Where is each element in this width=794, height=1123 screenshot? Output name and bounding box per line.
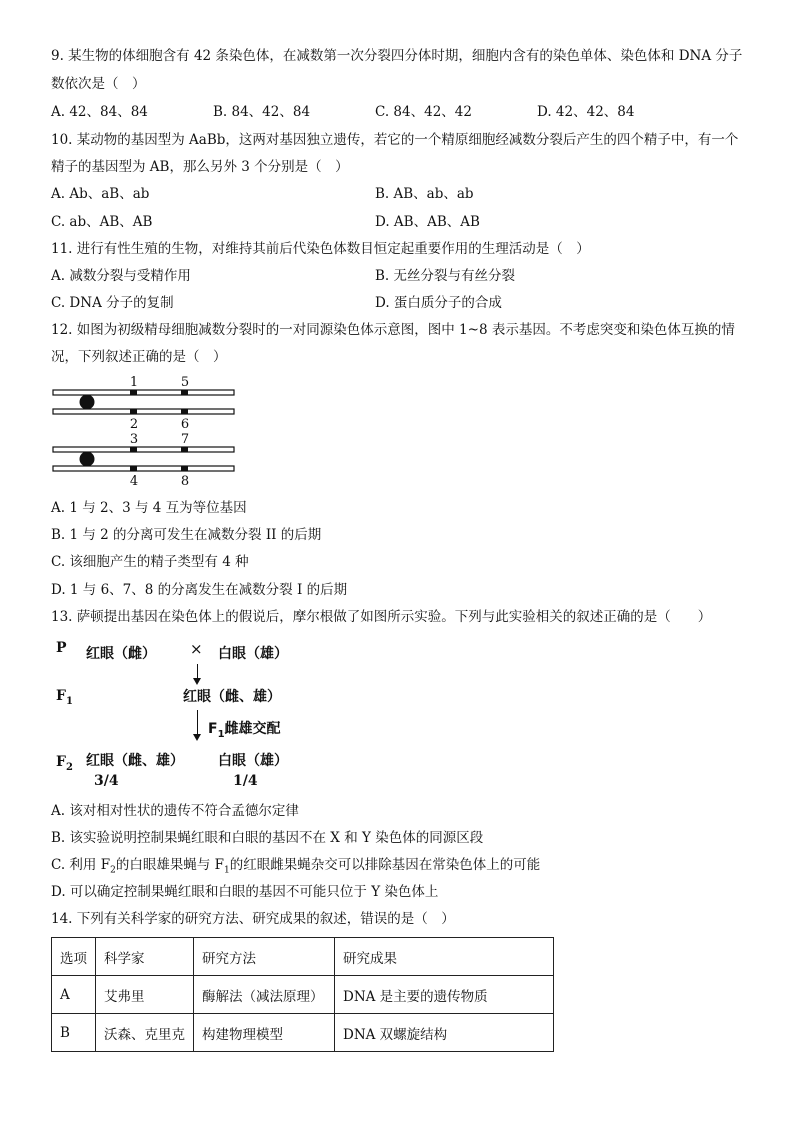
q12-option-c[interactable]: C. 该细胞产生的精子类型有 4 种 xyxy=(51,554,249,570)
centromere-upper xyxy=(80,395,95,410)
q9-option-d[interactable]: D. 42、42、84 xyxy=(537,104,635,120)
cross-symbol: × xyxy=(190,640,203,658)
gene-marker-5 xyxy=(181,390,188,395)
arrow-f1-to-f2 xyxy=(197,710,198,736)
chromatid-3 xyxy=(53,447,234,452)
q14-stem: 14. 下列有关科学家的研究方法、研究成果的叙述，错误的是（ ） xyxy=(51,911,455,927)
q12-option-a[interactable]: A. 1 与 2、3 与 4 互为等位基因 xyxy=(51,500,247,516)
gene-label-8: 8 xyxy=(180,474,190,489)
homologous-chromosome-figure xyxy=(50,372,240,490)
q11-option-a[interactable]: A. 减数分裂与受精作用 xyxy=(51,268,191,284)
chromatid-1 xyxy=(53,390,234,395)
q10-option-d[interactable]: D. AB、AB、AB xyxy=(375,214,480,230)
q9-option-a[interactable]: A. 42、84、84 xyxy=(51,104,148,120)
q10-option-b[interactable]: B. AB、ab、ab xyxy=(375,186,474,202)
header-option: 选项 xyxy=(52,938,96,976)
centromere-lower xyxy=(80,452,95,467)
q12-option-d[interactable]: D. 1 与 6、7、8 的分离发生在减数分裂 I 的后期 xyxy=(51,582,348,598)
f2-white-ratio: 1/4 xyxy=(233,773,258,789)
table-row xyxy=(52,1014,554,1052)
chromatid-4 xyxy=(53,466,234,471)
q10-option-c[interactable]: C. ab、AB、AB xyxy=(51,214,153,230)
cell-option: A xyxy=(52,976,96,1014)
q13-option-b[interactable]: B. 该实验说明控制果蝇红眼和白眼的基因不在 X 和 Y 染色体的同源区段 xyxy=(51,830,484,846)
gene-label-2: 2 xyxy=(129,417,139,432)
gene-marker-4 xyxy=(130,466,137,471)
q10-option-a[interactable]: A. Ab、aB、ab xyxy=(51,186,150,202)
f1-red-eye: 红眼（雌、雄） xyxy=(183,689,281,705)
p-white-eye-male: 白眼（雄） xyxy=(218,646,288,662)
cell-method: 酶解法（减法原理） xyxy=(194,976,335,1014)
gene-marker-6 xyxy=(181,409,188,414)
header-method: 研究方法 xyxy=(194,938,335,976)
generation-f2: $F_2$ xyxy=(56,754,73,773)
generation-p: P xyxy=(56,640,67,656)
p-red-eye-female: 红眼（雌） xyxy=(86,646,156,662)
q13-option-d[interactable]: D. 可以确定控制果蝇红眼和白眼的基因不可能只位于 Y 染色体上 xyxy=(51,884,439,900)
generation-f1: $F_1$ xyxy=(56,688,73,707)
f1-mating-label: $F_1$雌雄交配 xyxy=(208,721,281,740)
q9-stem-line1: 9. 某生物的体细胞含有 42 条染色体，在减数第一次分裂四分体时期，细胞内含有的染色单体、染色体和 DNA 分子 xyxy=(51,48,743,64)
cell-result: DNA 双螺旋结构 xyxy=(335,1014,554,1052)
f2-red-eye: 红眼（雌、雄） xyxy=(86,753,184,769)
q10-stem-line1: 10. 某动物的基因型为 AaBb，这两对基因独立遗传，若它的一个精原细胞经减数分裂后产生的四个精子中，有一个 xyxy=(51,132,739,148)
q11-stem: 11. 进行有性生殖的生物，对维持其前后代染色体数目恒定起重要作用的生理活动是（ ） xyxy=(51,241,590,257)
q11-option-b[interactable]: B. 无丝分裂与有丝分裂 xyxy=(375,268,516,284)
f2-red-ratio: 3/4 xyxy=(94,773,119,789)
cell-scientist: 沃森、克里克 xyxy=(96,1014,194,1052)
q13-stem: 13. 萨顿提出基因在染色体上的假说后，摩尔根做了如图所示实验。下列与此实验相关的叙述正确的是（ ） xyxy=(51,609,712,625)
cell-scientist: 艾弗里 xyxy=(96,976,194,1014)
gene-marker-1 xyxy=(130,390,137,395)
gene-label-6: 6 xyxy=(180,417,190,432)
q12-stem-line2: 况，下列叙述正确的是（ ） xyxy=(51,349,227,365)
cross-diagram xyxy=(50,636,370,796)
arrow-f1-to-f2-head xyxy=(193,734,201,741)
q9-option-b[interactable]: B. 84、42、84 xyxy=(213,104,311,120)
q14-table xyxy=(51,937,554,1052)
q12-option-b[interactable]: B. 1 与 2 的分离可发生在减数分裂 II 的后期 xyxy=(51,527,322,543)
f2-white-eye: 白眼（雄） xyxy=(218,753,288,769)
q9-option-c[interactable]: C. 84、42、42 xyxy=(375,104,472,120)
header-result: 研究成果 xyxy=(335,938,554,976)
gene-marker-2 xyxy=(130,409,137,414)
cell-option: B xyxy=(52,1014,96,1052)
gene-marker-3 xyxy=(130,447,137,452)
gene-label-3: 3 xyxy=(129,432,139,447)
cell-method: 构建物理模型 xyxy=(194,1014,335,1052)
table-row xyxy=(52,976,554,1014)
header-scientist: 科学家 xyxy=(96,938,194,976)
q11-option-d[interactable]: D. 蛋白质分子的合成 xyxy=(375,295,502,311)
q10-stem-line2: 精子的基因型为 AB，那么另外 3 个分别是（ ） xyxy=(51,159,349,175)
gene-label-1: 1 xyxy=(129,375,139,390)
arrow-p-to-f1-head xyxy=(193,678,201,685)
q11-option-c[interactable]: C. DNA 分子的复制 xyxy=(51,295,174,311)
chromatid-2 xyxy=(53,409,234,414)
gene-marker-8 xyxy=(181,466,188,471)
q13-option-a[interactable]: A. 该对相对性状的遗传不符合孟德尔定律 xyxy=(51,803,299,819)
q12-stem-line1: 12. 如图为初级精母细胞减数分裂时的一对同源染色体示意图，图中 1~8 表示基因。不考虑突变和染色体互换的情 xyxy=(51,322,735,338)
gene-label-4: 4 xyxy=(129,474,139,489)
gene-marker-7 xyxy=(181,447,188,452)
gene-label-5: 5 xyxy=(180,375,190,390)
table-header-row xyxy=(52,938,554,976)
q13-option-c[interactable]: C. 利用 $F_2$的白眼雄果蝇与 $F_1$的红眼雌果蝇杂交可以排除基因在常染色体上的可能 xyxy=(51,857,541,876)
cell-result: DNA 是主要的遗传物质 xyxy=(335,976,554,1014)
q9-stem-line2: 数依次是（ ） xyxy=(51,76,146,92)
gene-label-7: 7 xyxy=(180,432,190,447)
